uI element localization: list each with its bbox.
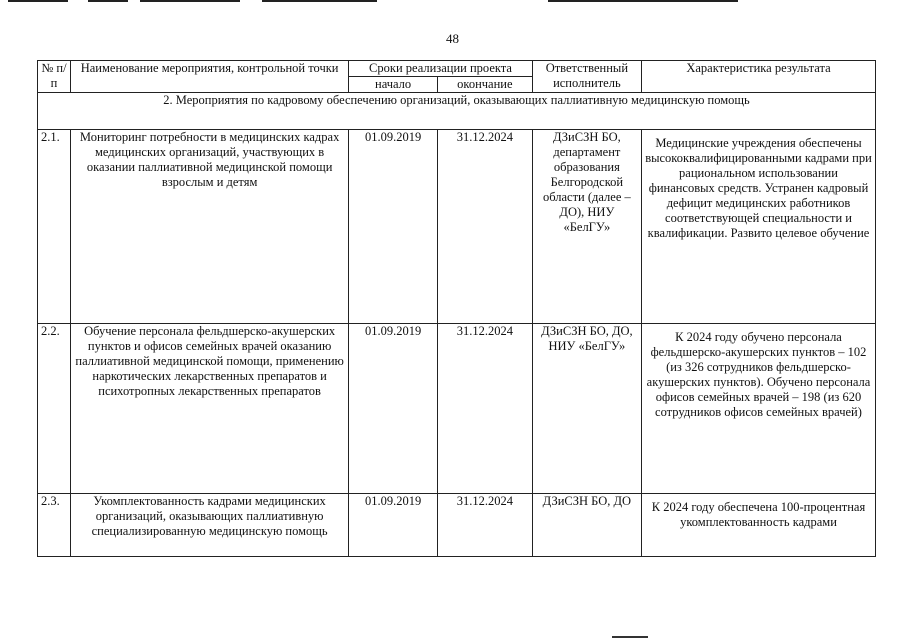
header-responsible: Ответственный исполнитель [532, 61, 641, 93]
header-start: начало [349, 77, 438, 93]
section-row [38, 93, 876, 130]
row-result: К 2024 году обучено персонала фельдшерско-акушерских пунктов – 102 (из 326 сотрудников фельдшерско-акушерских пунктов). Обучено персонала офисов семейных врачей – 198 (из 620 сотрудников офисов семейных врачей) [641, 324, 875, 494]
page-number: 48 [446, 31, 459, 46]
row-end: 31.12.2024 [437, 494, 532, 557]
header-num: № п/п [38, 61, 71, 93]
header-terms: Сроки реализации проекта [349, 61, 532, 77]
top-rule-2 [88, 0, 128, 2]
table-row [38, 130, 876, 324]
row-name: Обучение персонала фельдшерско-акушерских пунктов и офисов семейных врачей оказанию паллиативной медицинской помощи, применению наркотических лекарственных препаратов и психотропных лекарственных препаратов [70, 324, 348, 494]
table-row [38, 494, 876, 557]
top-rule-4 [262, 0, 377, 2]
header-result: Характеристика результата [641, 61, 875, 93]
row-result: Медицинские учреждения обеспечены высококвалифицированными кадрами при рациональном использовании финансовых средств. Устранен кадровый дефицит медицинских работников соответствующей специальности и квалификации. Развито целевое обучение [641, 130, 875, 324]
row-result: К 2024 году обеспечена 100-процентная укомплектованность кадрами [641, 494, 875, 557]
row-responsible: ДЗиСЗН БО, департамент образования Белгородской области (далее – ДО), НИУ «БелГУ» [532, 130, 641, 324]
row-name: Мониторинг потребности в медицинских кадрах медицинских организаций, участвующих в оказании паллиативной медицинской помощи взрослым и детям [70, 130, 348, 324]
row-num: 2.2. [38, 324, 71, 494]
table-row [38, 324, 876, 494]
row-start: 01.09.2019 [349, 130, 438, 324]
row-start: 01.09.2019 [349, 494, 438, 557]
row-responsible: ДЗиСЗН БО, ДО [532, 494, 641, 557]
row-name: Укомплектованность кадрами медицинских организаций, оказывающих паллиативную специализированную медицинскую помощь [70, 494, 348, 557]
section-title: 2. Мероприятия по кадровому обеспечению организаций, оказывающих паллиативную медицинскую помощь [38, 93, 876, 130]
plan-table [37, 60, 876, 557]
row-responsible: ДЗиСЗН БО, ДО, НИУ «БелГУ» [532, 324, 641, 494]
header-row [38, 61, 876, 77]
bottom-rule [612, 636, 648, 638]
header-end: окончание [437, 77, 532, 93]
top-rule-5 [548, 0, 738, 2]
top-rule-3 [140, 0, 240, 2]
row-end: 31.12.2024 [437, 324, 532, 494]
row-num: 2.1. [38, 130, 71, 324]
row-num: 2.3. [38, 494, 71, 557]
top-rule-1 [8, 0, 68, 2]
row-end: 31.12.2024 [437, 130, 532, 324]
row-start: 01.09.2019 [349, 324, 438, 494]
header-name: Наименование мероприятия, контрольной точки [70, 61, 348, 93]
